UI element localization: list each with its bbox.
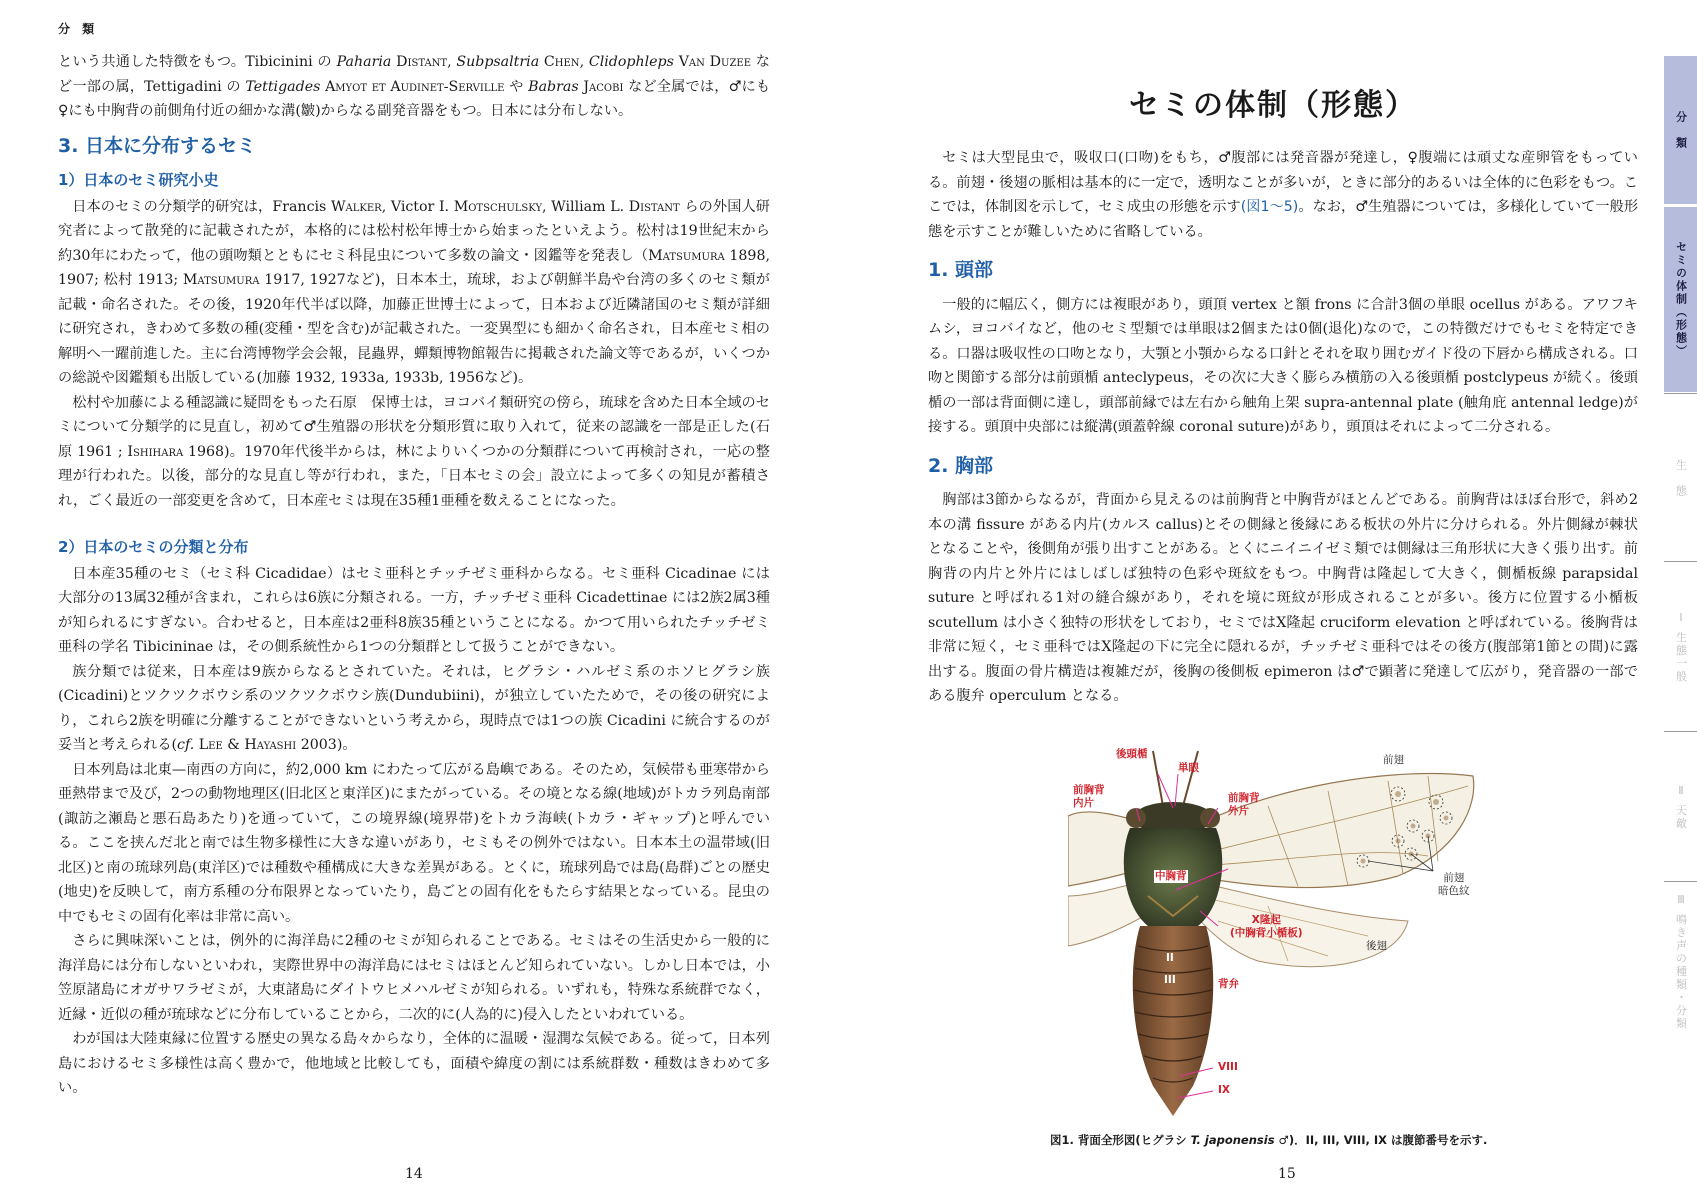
italic-text: T. japonensis [1190, 1133, 1275, 1147]
italic-text: cf. [177, 737, 195, 753]
side-tabs [1664, 56, 1697, 1031]
cicada-figure [1068, 746, 1478, 1121]
author-name: Matsumura [648, 247, 725, 264]
paragraph: わが国は大陸東縁に位置する歴史の異なる島々からなり，全体的に温暖・湿潤な気候である。従って，日本列島におけるセミ多様性は高く豊かで，他地域と比較しても，面積や緯度の割には系統群数・種数はきわめて多い。 [58, 1031, 770, 1096]
subsection-1-heading: 1）日本のセミ研究小史 [58, 171, 219, 189]
running-head: 分 類 [58, 22, 99, 36]
author-name: Jacobi [583, 78, 624, 95]
tab-ecology[interactable]: 生 態 [1664, 393, 1697, 562]
label-segment-3: III [1164, 974, 1176, 986]
page-number-left: 14 [405, 1166, 423, 1182]
label-forewing: 前翅 [1383, 754, 1404, 766]
paragraph: 日本産35種のセミ（セミ科 Cicadidae）はセミ亜科とチッチゼミ亜科からなる。セミ亜科 Cicadinae には大部分の13属32種が含まれ，これらは6族に分類される。一方，チッチゼミ亜科 Cicadettinae には2族2属3種が知られるにすぎない。合わせると，日本産は2亜科8族35種ということになる。かつて用いられたチッチゼミ亜科の学名 Tibicininae は，その側系統性から1つの分類群として扱うことができない。 [58, 565, 770, 655]
author-name: Ishihara [127, 443, 184, 460]
paragraph: 日本のセミの分類学的研究は，Francis Walker, Victor I. Motschulsky, William L. Distant らの外国人研究者によって散発的に記載されたが，本格的には松村松年博士から始まったといえよう。松村は19世紀末から約30年にわたって，他の頭吻類とともにセミ科昆虫について多数の論文・図鑑等を発表し（Matsumura 1898, 1907; 松村 1913; Matsumura 1917, 1927など)，日本本土，琉球，および朝鮮半島や台湾の多くのセミ類が記載・命名された。その後，1920年代半ば以降，加藤正世博士によって，日本および近隣諸国のセミ類が詳細に研究され，きわめて多数の種(変種・型を含む)が記載された。一変異型にも細かく命名され，日本産セミ相の解明へ一躍前進した。主に台湾博物学会会報，昆蟲界，蟬類博物館報告に掲載された論文等であるが，いくつかの総説や図鑑類も出版している(加藤 1932, 1933a, 1933b, 1956など)。 [58, 198, 770, 386]
subsection-2-heading: 2）日本のセミの分類と分布 [58, 538, 249, 556]
author-name: Distant [396, 54, 448, 70]
paragraph: さらに興味深いことは，例外的に海洋島に2種のセミが知られることである。セミはその生活史から一般的に海洋島には分布しないといわれ，実際世界中の海洋島にはセミはほとんど知られていない。しかし日本では，小笠原諸島にオガサワラゼミが，大東諸島にダイトウヒメハルゼミが知られる。いずれも，特殊な系統群でなく，近縁・近似の種が琉球などに分布していることから，二次的に(人為的に)侵入したといわれている。 [58, 933, 770, 1023]
author-name: Matsumura [182, 272, 260, 288]
label-forewing-spots: 前翅 暗色紋 [1438, 872, 1470, 897]
section-2-heading: 2. 胸部 [928, 454, 994, 477]
italic-text: Subpsaltria [456, 54, 540, 70]
label-segment-9: IX [1218, 1084, 1231, 1096]
section-3-heading: 3. 日本に分布するセミ [58, 134, 257, 157]
paragraph: 一般的に幅広く，側方には複眼があり，頭頂 vertex と額 frons に合計3個の単眼 ocellus がある。アワフキムシ，ヨコバイなど，他のセミ型類では単眼は2個または0個(退化)なので，この特徴だけでもセミを特定できる。口器は吸収性の口吻となり，大顎と小顎からなる口針とそれを取り囲むガイド役の下唇から構成される。口吻と関節する部分は前頭楯 anteclypeus，その次に大きく膨らみ横筋の入る後頭楯 postclypeus が続く。後頭楯の一部は背面側に達し，頭部前縁では左右から触角上架 supra-antennal plate (触角庇 antennal ledge)が接する。頭頂中央部には縦溝(頭蓋幹線 coronal suture)があり，頭頂はそれによって二分される。 [928, 296, 1638, 435]
label-hindwing: 後翅 [1366, 940, 1387, 952]
left-page [0, 0, 840, 1200]
tab-natural-enemies[interactable]: Ⅱ 天敵 [1664, 731, 1697, 882]
paragraph: 松村や加藤による種認識に疑問をもった石原 保博士は，ヨコバイ類研究の傍ら，琉球を含めた日本全域のセミについて分類学的に見直し，初めて♂生殖器の形状を分類形質に取り入れて，従来の認識を一部是正した(石原 1961 ; Ishihara 1968)。1970年代後半からは，林によりいくつかの分類群について再検討され，一応の整理が行われた。以後，部分的な見直し等が行われ，また，「日本セミの会」設立によって多くの知見が蓄積され，ごく最近の一部変更を含めて，日本産セミは現在35種1亜種を数えることになった。 [58, 394, 770, 509]
paragraph: 日本列島は北東—南西の方向に，約2,000 km にわたって広がる島嶼である。そのため，気候帯も亜寒帯から亜熱帯まで及び，2つの動物地理区(旧北区と東洋区)にまたがっている。その境となる線(地域)がトカラ列島南部(諏訪之瀬島と悪石島あたり)を通っていて，この境界線(境界帯)をトカラ海峡(トカラ・ギャップ)と呼んでいる。ここを挟んだ北と南では生物多様性に大きな違いがあり，セミもその例外ではない。日本本土の温帯域(旧北区)と南の琉球列島(東洋区)では種数や種構成に大きな差異がある。とくに，琉球列島では島(島群)ごとの歴史(地史)を反映して，南方系種の分布限界となっていたり，島ごとの固有化をもたらす結果となっている。昆虫の中でもセミの固有化率は非常に高い。 [58, 761, 770, 925]
tab-classification[interactable]: 分 類 [1664, 56, 1697, 204]
figure-caption: 図1. 背面全形図(ヒグラシ T. japonensis ♂)．II, III, VIII, IX は腹節番号を示す. [1050, 1133, 1488, 1147]
label-postclypeus: 後頭楯 [1116, 748, 1148, 760]
author-name: Chen [543, 54, 580, 70]
page-number-right: 15 [1278, 1166, 1296, 1182]
tab-morphology[interactable]: セミの体制（形態） [1664, 206, 1697, 392]
label-pronotum-outer: 前胸背 外片 [1228, 792, 1260, 817]
author-name: Lee & Hayashi [198, 737, 297, 753]
italic-text: Paharia [336, 54, 392, 70]
right-text [928, 146, 1638, 709]
author-name: Amyot et Audinet-Serville [325, 78, 505, 95]
left-intro: という共通した特徴をもつ。Tibicinini の Paharia Distant, Subpsaltria Chen, Clidophleps Van Duzee など一部の属，Tettigadini の Tettigades Amyot et Audinet-Serville や Babras Jacobi など全属では，♂にも♀にも中胸背の前側角付近の細かな溝(皺)からなる副発音器をもつ。日本には分布しない。 [58, 54, 771, 119]
section-1-heading: 1. 頭部 [928, 259, 994, 281]
label-x-elevation: X隆起 (中胸背小楯板) [1230, 914, 1303, 939]
label-mesonotum: 中胸背 [1155, 870, 1187, 882]
author-name: Distant [628, 198, 680, 215]
author-name: Motschulsky [453, 198, 543, 215]
author-name: Walker [330, 198, 382, 215]
tab-songs[interactable]: Ⅲ 鳴き声の種類・分類 [1664, 881, 1697, 1042]
left-text [58, 50, 770, 1101]
figure-reference: (図1～5) [1240, 199, 1299, 215]
label-segment-2: II [1166, 952, 1174, 964]
author-name: Van Duzee [678, 54, 752, 70]
label-segment-8: VIII [1218, 1061, 1238, 1073]
label-ocellus: 単眼 [1178, 762, 1199, 774]
italic-text: Clidophleps [588, 54, 674, 70]
italic-text: Tettigades [245, 78, 321, 95]
tab-ecology-general[interactable]: Ⅰ 生態一般 [1664, 561, 1697, 732]
label-operculum: 背弁 [1218, 978, 1239, 990]
paragraph: 族分類では従来，日本産は9族からなるとされていた。それは，ヒグラシ・ハルゼミ系のホソヒグラシ族(Cicadini)とツクツクボウシ系のツクツクボウシ族(Dundubiini)，が独立していたためで，その後の研究により，これら2族を明確に分離することができないという考えから，現時点では1つの族 Cicadini に統合するのが妥当と考えられる(cf. Lee & Hayashi 2003)。 [58, 663, 770, 753]
paragraph: 胸部は3節からなるが，背面から見えるのは前胸背と中胸背がほとんどである。前胸背はほぼ台形で，斜め2本の溝 fissure がある内片(カルス callus)とその側縁と後縁にある板状の外片に分けられる。外片側縁が棘状となることや，後側角が張り出すことがある。とくにニイニイゼミ類では側縁は三角形状に大きく張り出す。前胸背の内片と外片にはしばしば独特の色彩や斑紋をもつ。中胸背は隆起して大きく，側楯板線 parapsidal suture と呼ばれる1対の縫合線があり，それを境に斑紋が形成されることが多い。後方に位置する小楯板 scutellum は小さく独特の形状をしており，セミではX隆起 cruciform elevation と呼ばれている。後胸背は非常に短く，セミ亜科ではX隆起の下に完全に隠れるが，チッチゼミ亜科ではその後方(腹部第1節との間)に露出する。腹面の骨片構造は複雑だが，後胸の後側板 epimeron は♂で顕著に発達して広がり，発音器の一部である腹弁 operculum となる。 [928, 492, 1638, 704]
italic-text: Babras [528, 78, 579, 95]
page-title: セミの体制（形態） [1129, 88, 1417, 123]
label-pronotum-inner: 前胸背 内片 [1073, 784, 1105, 809]
right-intro: セミは大型昆虫で，吸収口(口吻)をもち，♂腹部には発音器が発達し，♀腹端には頑丈な産卵管をもっている。前翅・後翅の脈相は基本的に一定で，透明なことが多いが，ときに部分的あるいは全体的に色彩をもつ。ここでは，体制図を示して，セミ成虫の形態を示す(図1～5)。なお，♂生殖器については，多様化していて一般形態を示すことが難しいために省略している。 [928, 150, 1639, 240]
right-page [848, 0, 1697, 1200]
